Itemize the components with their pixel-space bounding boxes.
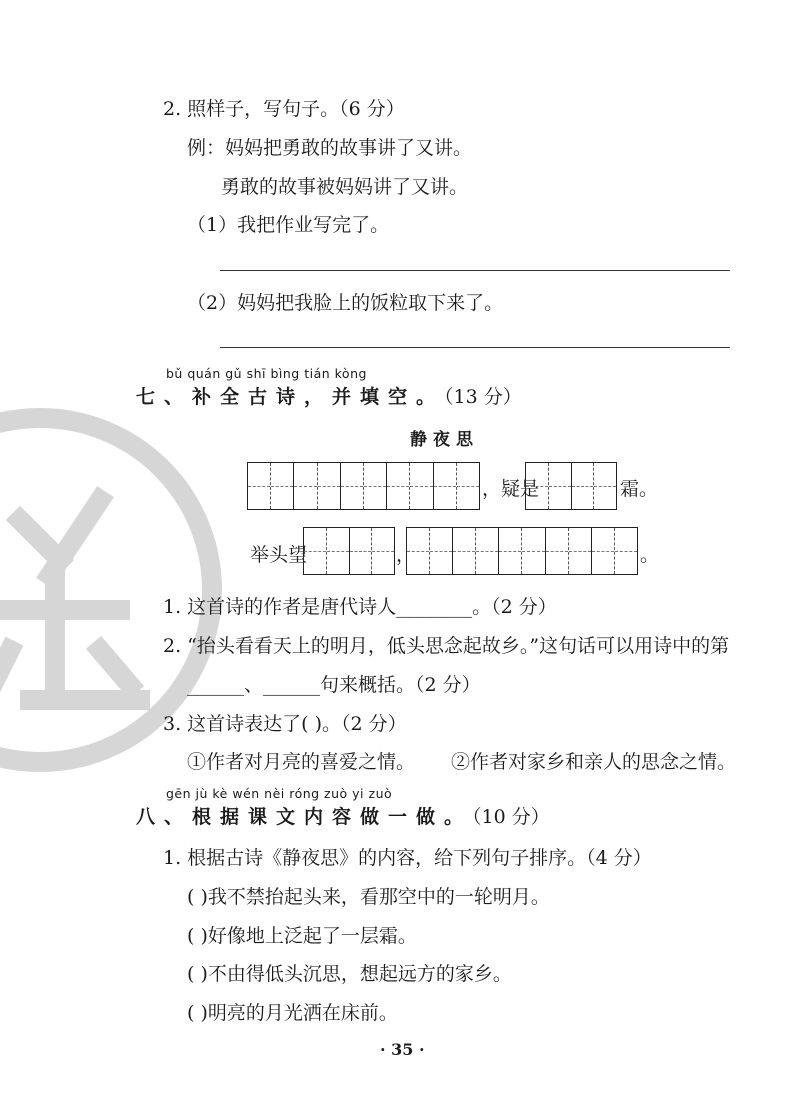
writing-grid-3[interactable] bbox=[303, 527, 395, 575]
s8-question-1: 1. 根据古诗《静夜思》的内容，给下列句子排序。（4 分） bbox=[163, 847, 652, 869]
section7-title: 七、补全古诗，并填空。 bbox=[136, 386, 445, 408]
answer-line-2[interactable] bbox=[220, 347, 730, 348]
grid-cell[interactable] bbox=[304, 528, 327, 574]
grid-cell[interactable] bbox=[271, 463, 294, 509]
poem-line2-start: 举头望 bbox=[250, 544, 308, 566]
order-item-4[interactable]: ( )明亮的月光洒在床前。 bbox=[187, 1002, 398, 1024]
order-item-1[interactable]: ( )我不禁抬起头来，看那空中的一轮明月。 bbox=[187, 886, 550, 908]
grid-cell[interactable] bbox=[499, 528, 522, 574]
grid-cell[interactable] bbox=[457, 463, 479, 509]
order-item-3[interactable]: ( )不由得低头沉思，想起远方的家乡。 bbox=[187, 963, 512, 985]
grid-cell[interactable] bbox=[549, 463, 572, 509]
grid-cell[interactable] bbox=[430, 528, 453, 574]
grid-cell[interactable] bbox=[387, 463, 410, 509]
section7-pinyin: bǔ quán gǔ shī bìng tián kòng bbox=[166, 366, 367, 381]
writing-grid-2[interactable] bbox=[525, 462, 617, 510]
grid-cell[interactable] bbox=[327, 528, 350, 574]
q2-item-2: （2）妈妈把我脸上的饭粒取下来了。 bbox=[187, 292, 504, 314]
s7-question-1: 1. 这首诗的作者是唐代诗人________。（2 分） bbox=[163, 596, 557, 618]
grid-cell[interactable] bbox=[294, 463, 317, 509]
grid-cell[interactable] bbox=[410, 463, 433, 509]
grid-cell[interactable] bbox=[248, 463, 271, 509]
section7-score: （13 分） bbox=[444, 386, 522, 408]
section8-title: 八、根据课文内容做一做。 bbox=[136, 806, 473, 828]
grid-cell[interactable] bbox=[407, 528, 430, 574]
grid-cell[interactable] bbox=[526, 463, 549, 509]
s7-question-2-line2: ______、______句来概括。（2 分） bbox=[187, 674, 481, 696]
grid-cell[interactable] bbox=[341, 463, 364, 509]
poem-title: 静夜思 bbox=[410, 430, 479, 450]
poem-line2-end: 。 bbox=[640, 544, 660, 566]
section8-score: （10 分） bbox=[472, 806, 550, 828]
grid-cell[interactable] bbox=[594, 463, 616, 509]
grid-cell[interactable] bbox=[476, 528, 499, 574]
s7-option-1[interactable]: ①作者对月亮的喜爱之情。 bbox=[187, 751, 416, 773]
page-number: · 35 · bbox=[380, 1040, 425, 1059]
poem-line2-mid: ， bbox=[396, 544, 416, 566]
s7-question-2-line1: 2. “抬头看看天上的明月，低头思念起故乡。”这句话可以用诗中的第 bbox=[163, 635, 730, 657]
grid-cell[interactable] bbox=[318, 463, 341, 509]
grid-cell[interactable] bbox=[592, 528, 615, 574]
grid-cell[interactable] bbox=[434, 463, 457, 509]
grid-cell[interactable] bbox=[350, 528, 373, 574]
writing-grid-1[interactable] bbox=[247, 462, 480, 510]
grid-cell[interactable] bbox=[572, 463, 595, 509]
grid-cell[interactable] bbox=[569, 528, 592, 574]
order-item-2[interactable]: ( )好像地上泛起了一层霜。 bbox=[187, 925, 417, 947]
q2-example-line2: 勇敢的故事被妈妈讲了又讲。 bbox=[221, 176, 469, 198]
q2-example-line1: 例：妈妈把勇敢的故事讲了又讲。 bbox=[187, 137, 473, 159]
grid-cell[interactable] bbox=[453, 528, 476, 574]
q2-item-1: （1）我把作业写完了。 bbox=[187, 214, 390, 236]
section7-heading bbox=[136, 385, 522, 409]
grid-cell[interactable] bbox=[615, 528, 637, 574]
section8-pinyin: gēn jù kè wén nèi róng zuò yi zuò bbox=[166, 786, 393, 801]
poem-line1-end: 霜。 bbox=[620, 478, 659, 500]
q2-title: 2. 照样子，写句子。（6 分） bbox=[163, 98, 405, 120]
s7-question-3: 3. 这首诗表达了( )。（2 分） bbox=[163, 713, 407, 735]
s7-option-2[interactable]: ②作者对家乡和亲人的思念之情。 bbox=[451, 751, 737, 773]
answer-line-1[interactable] bbox=[220, 270, 730, 271]
grid-cell[interactable] bbox=[364, 463, 387, 509]
grid-cell[interactable] bbox=[546, 528, 569, 574]
poem-line1-mid: ，疑是 bbox=[482, 478, 540, 500]
grid-cell[interactable] bbox=[522, 528, 545, 574]
section8-heading bbox=[136, 805, 550, 829]
grid-cell[interactable] bbox=[372, 528, 394, 574]
writing-grid-4[interactable] bbox=[406, 527, 638, 575]
